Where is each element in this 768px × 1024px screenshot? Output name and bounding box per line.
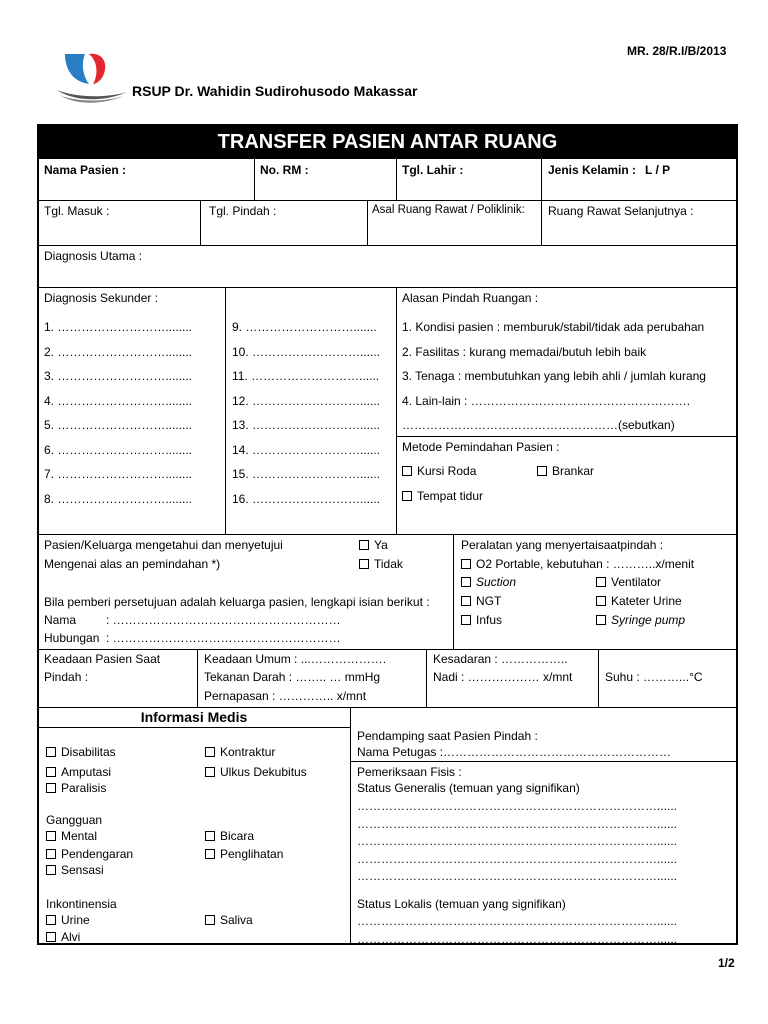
diagnosis-item: 8. ………………………........ — [44, 491, 193, 506]
checkbox-icon — [402, 466, 412, 476]
checkbox-icon — [402, 491, 412, 501]
penglihatan-option[interactable]: Penglihatan — [205, 847, 283, 861]
checkbox-icon — [46, 865, 56, 875]
amputasi-option[interactable]: Amputasi — [46, 765, 111, 779]
urine-option[interactable]: Urine — [46, 913, 90, 927]
dotted-line: …………………………………………………………………...... — [357, 816, 678, 831]
diagnosis-item: 9. ………………………....... — [232, 320, 377, 334]
hospital-name: RSUP Dr. Wahidin Sudirohusodo Makassar — [132, 83, 418, 99]
persetujuan-line1: Pasien/Keluarga mengetahui dan menyetujui — [44, 538, 283, 552]
dotted-line: …………………………………………………………………...... — [357, 799, 678, 813]
tidak-option[interactable]: Tidak — [359, 557, 403, 571]
checkbox-icon — [461, 615, 471, 625]
ngt-option[interactable]: NGT — [461, 594, 501, 608]
bicara-option[interactable]: Bicara — [205, 829, 254, 843]
persetujuan-line2: Mengenai alas an pemindahan *) — [44, 557, 221, 571]
alvi-option[interactable]: Alvi — [46, 930, 80, 944]
keadaan-label-1: Keadaan Pasien Saat — [44, 652, 161, 666]
form-title: TRANSFER PASIEN ANTAR RUANG — [38, 125, 737, 159]
status-generalis-label: Status Generalis (temuan yang signifikan) — [357, 781, 580, 795]
page-number: 1/2 — [718, 956, 735, 970]
asal-ruang-label: Asal Ruang Rawat / Poliklinik: — [372, 204, 525, 216]
peralatan-label: Peralatan yang menyertaisaatpindah : — [461, 538, 664, 552]
gangguan-label: Gangguan — [46, 813, 103, 827]
checkbox-icon — [46, 849, 56, 859]
ruang-selanjutnya-label: Ruang Rawat Selanjutnya : — [548, 204, 694, 218]
diagnosis-item: 5. ………………………........ — [44, 418, 193, 432]
brankar-option[interactable]: Brankar — [537, 464, 594, 478]
no-rm-label: No. RM : — [260, 163, 309, 177]
checkbox-icon — [359, 559, 369, 569]
pendamping-label: Pendamping saat Pasien Pindah : — [357, 729, 538, 743]
hubungan-label: Hubungan — [44, 631, 100, 645]
diagnosis-item: 3. ………………………........ — [44, 369, 193, 383]
pendengaran-option[interactable]: Pendengaran — [46, 847, 133, 861]
checkbox-icon — [461, 559, 471, 569]
diagnosis-item: 11. ………………………...... — [232, 369, 380, 383]
mental-option[interactable]: Mental — [46, 829, 97, 843]
diagnosis-list-right — [232, 315, 380, 511]
o2-option[interactable]: O2 Portable, kebutuhan : ………..x/menit — [461, 557, 694, 571]
checkbox-icon — [205, 849, 215, 859]
checkbox-icon — [205, 915, 215, 925]
kesadaran: Kesadaran : …………….. — [433, 652, 568, 666]
checkbox-icon — [596, 577, 606, 587]
checkbox-icon — [46, 915, 56, 925]
checkbox-icon — [46, 747, 56, 757]
pemeriksaan-fisis-label: Pemeriksaan Fisis : — [357, 765, 462, 779]
kateter-option[interactable]: Kateter Urine — [596, 594, 682, 608]
alasan-item: 4. Lain-lain : ………………………………………………. — [402, 393, 691, 408]
checkbox-icon — [205, 747, 215, 757]
suhu: Suhu : ………...°C — [605, 670, 703, 684]
checkbox-icon — [46, 932, 56, 942]
alasan-list — [402, 315, 706, 438]
alasan-item: 3. Tenaga : membutuhkan yang lebih ahli / jumlah kurang — [402, 369, 706, 383]
diagnosis-item: 13. ………………………...... — [232, 418, 381, 432]
infus-option[interactable]: Infus — [461, 613, 502, 627]
jenis-kelamin-label: Jenis Kelamin : — [548, 163, 637, 177]
checkbox-icon — [205, 767, 215, 777]
sensasi-option[interactable]: Sensasi — [46, 863, 104, 877]
checkbox-icon — [596, 596, 606, 606]
dotted-line: …………………………………………………………………...... — [357, 869, 678, 883]
alasan-item: 1. Kondisi pasien : memburuk/stabil/tidak ada perubahan — [402, 320, 705, 334]
status-lokalis-label: Status Lokalis (temuan yang signifikan) — [357, 897, 566, 911]
diagnosis-item: 12. ………………………...... — [232, 393, 381, 408]
checkbox-icon — [359, 540, 369, 550]
nama-keluarga-label: Nama — [44, 613, 77, 627]
informasi-medis-title: Informasi Medis — [140, 709, 248, 725]
checkbox-icon — [596, 615, 606, 625]
nama-keluarga-field[interactable]: : ………………………………………………… — [106, 613, 341, 627]
diagnosis-sekunder-label: Diagnosis Sekunder : — [44, 291, 159, 305]
dotted-line: …………………………………………………………………...... — [357, 931, 678, 946]
hubungan-field[interactable]: : ………………………………………………… — [106, 631, 341, 645]
diagnosis-item: 15. ………………………...... — [232, 467, 381, 481]
nadi: Nadi : ……………… x/mnt — [433, 670, 573, 684]
form-code: MR. 28/R.I/B/2013 — [627, 44, 727, 58]
nama-pasien-label: Nama Pasien : — [44, 163, 127, 177]
checkbox-icon — [461, 596, 471, 606]
hospital-logo — [55, 50, 130, 105]
checkbox-icon — [46, 783, 56, 793]
status-generalis-lines[interactable] — [357, 798, 677, 886]
checkbox-icon — [205, 831, 215, 841]
syringe-option[interactable]: Syringe pump — [596, 613, 685, 627]
paralisis-option[interactable]: Paralisis — [46, 781, 106, 795]
ya-option[interactable]: Ya — [359, 538, 388, 552]
ulkus-option[interactable]: Ulkus Dekubitus — [205, 765, 307, 779]
dotted-line: …………………………………………………………………...... — [357, 851, 678, 866]
diagnosis-item: 2. ………………………........ — [44, 344, 193, 359]
jenis-kelamin-options: L / P — [645, 163, 671, 177]
alasan-item: 2. Fasilitas : kurang memadai/butuh lebih baik — [402, 344, 647, 359]
checkbox-icon — [461, 577, 471, 587]
checkbox-icon — [46, 767, 56, 777]
diagnosis-item: 7. ………………………........ — [44, 467, 193, 481]
pernapasan: Pernapasan : ………….. x/mnt — [204, 689, 367, 703]
diagnosis-item: 14. ………………………...... — [232, 442, 381, 457]
tgl-masuk-label: Tgl. Masuk : — [44, 204, 110, 218]
keadaan-label-2: Pindah : — [44, 670, 89, 684]
diagnosis-item: 1. ………………………........ — [44, 320, 193, 334]
metode-label: Metode Pemindahan Pasien : — [402, 440, 560, 454]
diagnosis-item: 10. ………………………...... — [232, 344, 381, 359]
nama-petugas-field[interactable]: Nama Petugas :………………………………………………… — [357, 745, 672, 759]
checkbox-icon — [46, 831, 56, 841]
alasan-item: ………………………………………………(sebutkan) — [402, 418, 675, 432]
diagnosis-utama-label: Diagnosis Utama : — [44, 249, 143, 263]
kursi-roda-option[interactable]: Kursi Roda — [402, 464, 476, 478]
inkontinensia-label: Inkontinensia — [46, 897, 117, 911]
diagnosis-item: 4. ………………………........ — [44, 393, 193, 408]
dotted-line: …………………………………………………………………...... — [357, 914, 678, 928]
checkbox-icon — [537, 466, 547, 476]
diagnosis-item: 6. ………………………........ — [44, 442, 193, 457]
tekanan-darah: Tekanan Darah : …….. … mmHg — [204, 670, 381, 684]
tempat-tidur-option[interactable]: Tempat tidur — [402, 489, 483, 503]
alasan-pindah-label: Alasan Pindah Ruangan : — [402, 291, 539, 305]
saliva-option[interactable]: Saliva — [205, 913, 253, 927]
keadaan-umum: Keadaan Umum : ...………………. — [204, 652, 387, 666]
status-lokalis-lines[interactable] — [357, 913, 677, 948]
persetujuan-line3: Bila pemberi persetujuan adalah keluarga pasien, lengkapi isian berikut : — [44, 595, 430, 609]
disabilitas-option[interactable]: Disabilitas — [46, 745, 116, 759]
ventilator-option[interactable]: Ventilator — [596, 575, 661, 589]
dotted-line: …………………………………………………………………...... — [357, 834, 678, 848]
tgl-lahir-label: Tgl. Lahir : — [402, 163, 464, 177]
tgl-pindah-label: Tgl. Pindah : — [209, 204, 277, 218]
diagnosis-item: 16. ………………………...... — [232, 491, 381, 506]
suction-option[interactable]: Suction — [461, 575, 516, 589]
diagnosis-list-left — [44, 315, 192, 511]
kontraktur-option[interactable]: Kontraktur — [205, 745, 275, 759]
